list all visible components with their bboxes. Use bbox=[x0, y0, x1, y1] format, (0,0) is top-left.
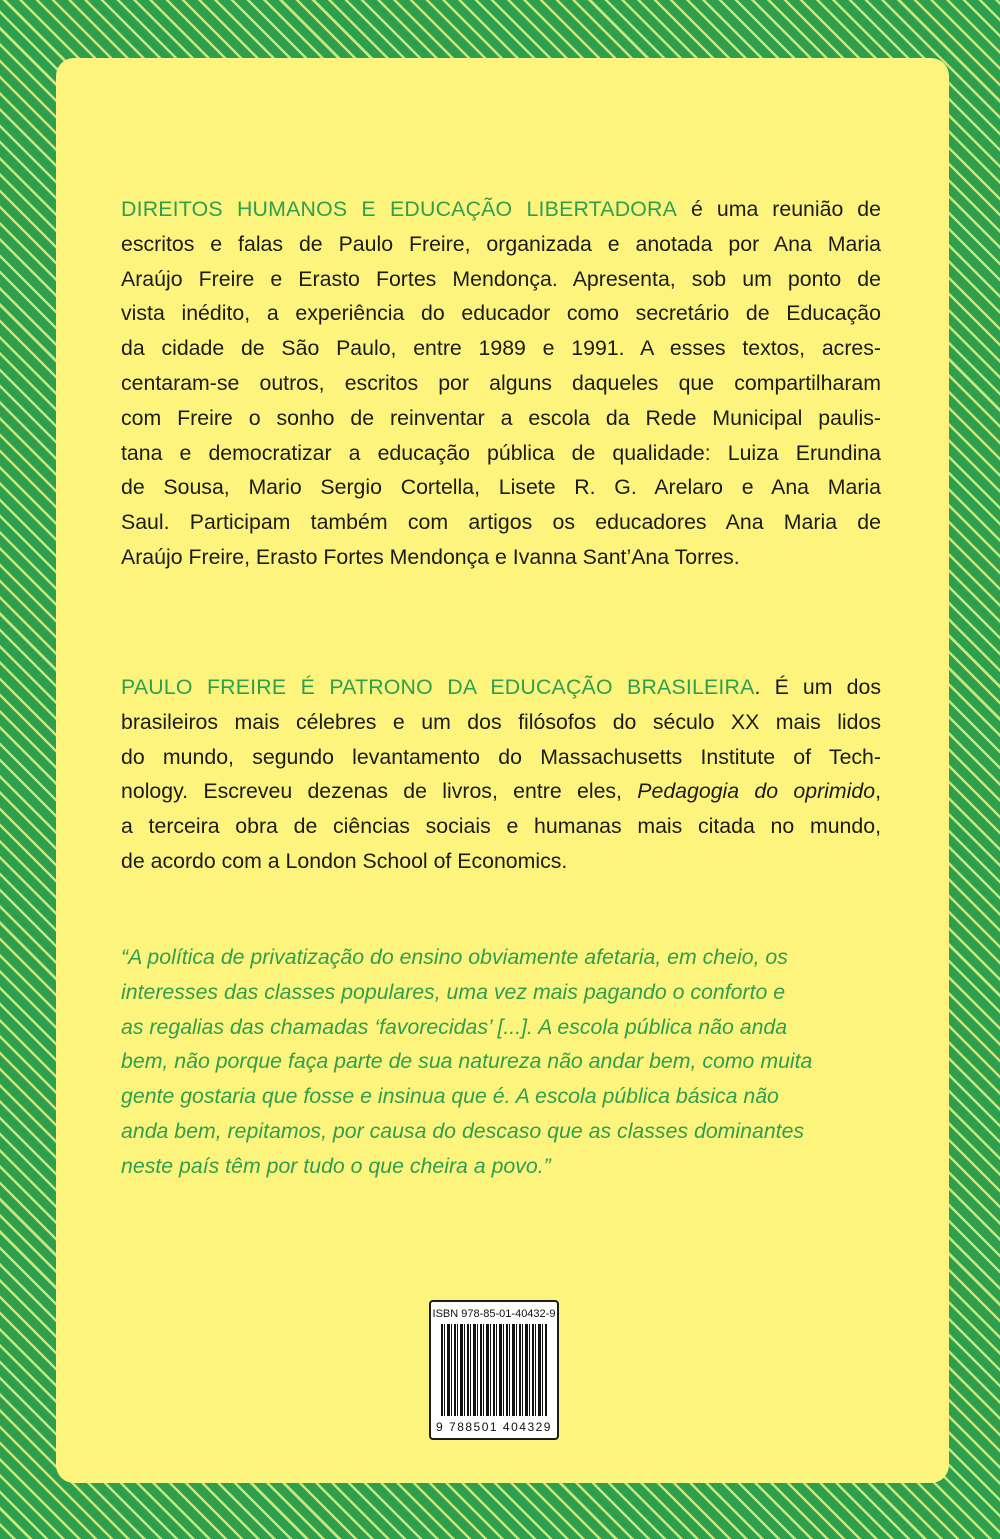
description-paragraph bbox=[121, 192, 881, 575]
paragraph-line: a terceira obra de ciências sociais e humanas mais citada no mundo, bbox=[121, 814, 881, 839]
quote-line: bem, não porque faça parte de sua natureza não andar bem, como muita bbox=[121, 1049, 813, 1074]
quote-block bbox=[121, 940, 891, 1184]
paragraph-line: DIREITOS HUMANOS E EDUCAÇÃO LIBERTADORA é uma reunião de bbox=[121, 197, 882, 221]
isbn-barcode bbox=[429, 1300, 559, 1440]
paragraph-line: centaram-se outros, escritos por alguns daqueles que compartilharam bbox=[121, 370, 881, 395]
isbn-label: ISBN 978-85-01-40432-9 bbox=[432, 1308, 556, 1320]
paragraph-line: Araújo Freire, Erasto Fortes Mendonça e Ivanna Sant’Ana Torres. bbox=[121, 544, 740, 569]
paragraph-line: tana e democratizar a educação pública de qualidade: Luiza Erundina bbox=[121, 440, 881, 465]
quote-line: interesses das classes populares, uma vez mais pagando o conforto e bbox=[121, 979, 786, 1004]
author-highlight: PAULO FREIRE É PATRONO DA EDUCAÇÃO BRASILEIRA bbox=[121, 675, 755, 699]
barcode-bars bbox=[441, 1324, 547, 1416]
quote-line: gente gostaria que fosse e insinua que é. A escola pública básica não bbox=[121, 1084, 779, 1109]
book-title-italic: Pedagogia do oprimido bbox=[637, 779, 876, 804]
paragraph-line: de Sousa, Mario Sergio Cortella, Lisete R. G. Arelaro e Ana Maria bbox=[121, 475, 881, 500]
quote-line: as regalias das chamadas ‘favorecidas’ [...]. A escola pública não anda bbox=[121, 1014, 788, 1039]
author-paragraph bbox=[121, 670, 881, 879]
paragraph-line: de acordo com a London School of Economics. bbox=[121, 848, 568, 873]
paragraph-line: Araújo Freire e Erasto Fortes Mendonça. Apresenta, sob um ponto de bbox=[121, 266, 881, 291]
back-cover-panel bbox=[56, 58, 949, 1483]
quote-line: anda bem, repitamos, por causa do descaso que as classes dominantes bbox=[121, 1118, 805, 1143]
quote-line: “A política de privatização do ensino obviamente afetaria, em cheio, os bbox=[121, 945, 788, 969]
paragraph-line: Saul. Participam também com artigos os educadores Ana Maria de bbox=[121, 510, 881, 535]
paragraph-line: vista inédito, a experiência do educador como secretário de Educação bbox=[121, 301, 881, 326]
paragraph-line: do mundo, segundo levantamento do Massachusetts Institute of Tech- bbox=[121, 744, 881, 769]
paragraph-line: nology. Escreveu dezenas de livros, entre eles, Pedagogia do oprimido, bbox=[121, 779, 881, 804]
paragraph-line: com Freire o sonho de reinventar a escola da Rede Municipal paulis- bbox=[121, 405, 881, 430]
paragraph-line: PAULO FREIRE É PATRONO DA EDUCAÇÃO BRASILEIRA. É um dos bbox=[121, 675, 881, 699]
quote-line: neste país têm por tudo o que cheira a povo.” bbox=[121, 1153, 551, 1178]
paragraph-line: escritos e falas de Paulo Freire, organizada e anotada por Ana Maria bbox=[121, 231, 881, 256]
paragraph-line: brasileiros mais célebres e um dos filósofos do século XX mais lidos bbox=[121, 709, 881, 734]
book-title-highlight: DIREITOS HUMANOS E EDUCAÇÃO LIBERTADORA bbox=[121, 197, 678, 221]
paragraph-line: da cidade de São Paulo, entre 1989 e 1991. A esses textos, acres- bbox=[121, 336, 881, 361]
barcode-digits: 9 788501 404329 bbox=[436, 1420, 552, 1434]
